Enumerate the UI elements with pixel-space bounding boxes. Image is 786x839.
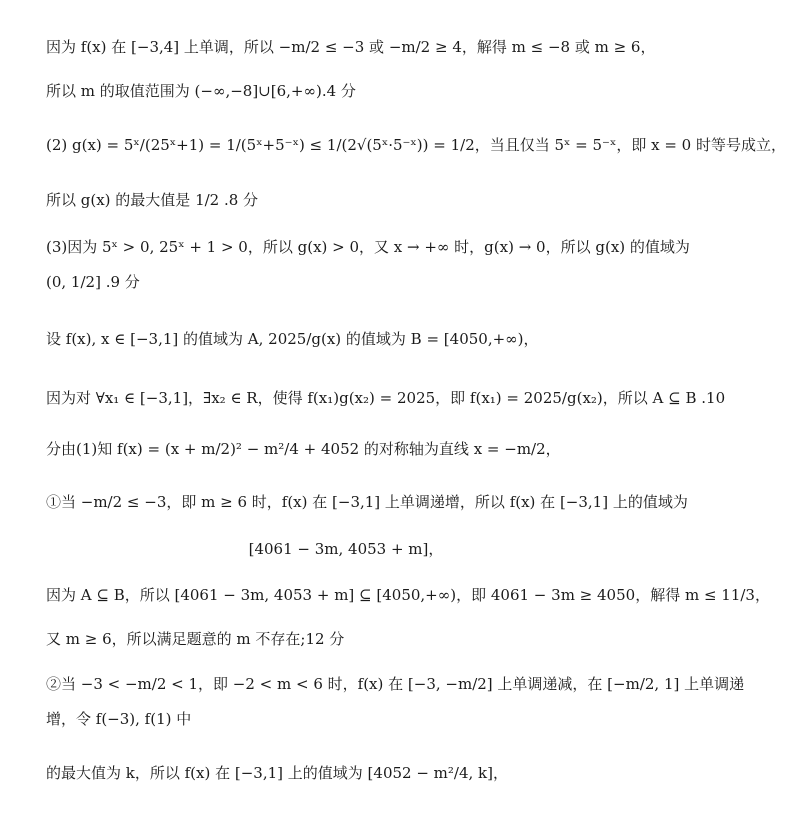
text-line: 因为 f(x) 在 [−3,4] 上单调，所以 −m/2 ≤ −3 或 −m/2 ≥ 4，解得 m ≤ −8 或 m ≥ 6， bbox=[46, 38, 656, 56]
text-line: 因为 A ⊆ B，所以 [4061 − 3m, 4053 + m] ⊆ [4050,+∞)，即 4061 − 3m ≥ 4050，解得 m ≤ 11/3， bbox=[46, 586, 770, 604]
text-line: 增，令 f(−3), f(1) 中 bbox=[46, 710, 192, 728]
text-line: (2) g(x) = 5ˣ/(25ˣ+1) = 1/(5ˣ+5⁻ˣ) ≤ 1/(2√(5ˣ·5⁻ˣ)) = 1/2，当且仅当 5ˣ = 5⁻ˣ，即 x = 0 时等号成立， bbox=[46, 136, 786, 154]
text-line: (3)因为 5ˣ > 0, 25ˣ + 1 > 0，所以 g(x) > 0，又 x → +∞ 时，g(x) → 0，所以 g(x) 的值域为 bbox=[46, 238, 690, 256]
text-line: 所以 m 的取值范围为 (−∞,−8]∪[6,+∞).4 分 bbox=[46, 82, 356, 100]
text-line: 因为对 ∀x₁ ∈ [−3,1]，∃x₂ ∈ R，使得 f(x₁)g(x₂) = 2025，即 f(x₁) = 2025/g(x₂)，所以 A ⊆ B .10 bbox=[46, 389, 726, 407]
text-line: (0, 1/2] .9 分 bbox=[46, 273, 140, 291]
text-line: 设 f(x), x ∈ [−3,1] 的值域为 A, 2025/g(x) 的值域为 B = [4050,+∞)， bbox=[46, 330, 539, 348]
text-line: 所以 g(x) 的最大值是 1/2 .8 分 bbox=[46, 191, 259, 209]
text-line: ②当 −3 < −m/2 < 1，即 −2 < m < 6 时，f(x) 在 [−3, −m/2] 上单调递减，在 [−m/2, 1] 上单调递 bbox=[46, 675, 745, 693]
text-line: [4061 − 3m, 4053 + m]， bbox=[248, 540, 444, 558]
text-line: ①当 −m/2 ≤ −3，即 m ≥ 6 时，f(x) 在 [−3,1] 上单调递增，所以 f(x) 在 [−3,1] 上的值域为 bbox=[46, 493, 688, 511]
text-line: 又 m ≥ 6，所以满足题意的 m 不存在;12 分 bbox=[46, 630, 345, 648]
text-line: 的最大值为 k，所以 f(x) 在 [−3,1] 上的值域为 [4052 − m²/4, k]， bbox=[46, 764, 508, 782]
text-line: 分由(1)知 f(x) = (x + m/2)² − m²/4 + 4052 的对称轴为直线 x = −m/2， bbox=[46, 440, 561, 458]
